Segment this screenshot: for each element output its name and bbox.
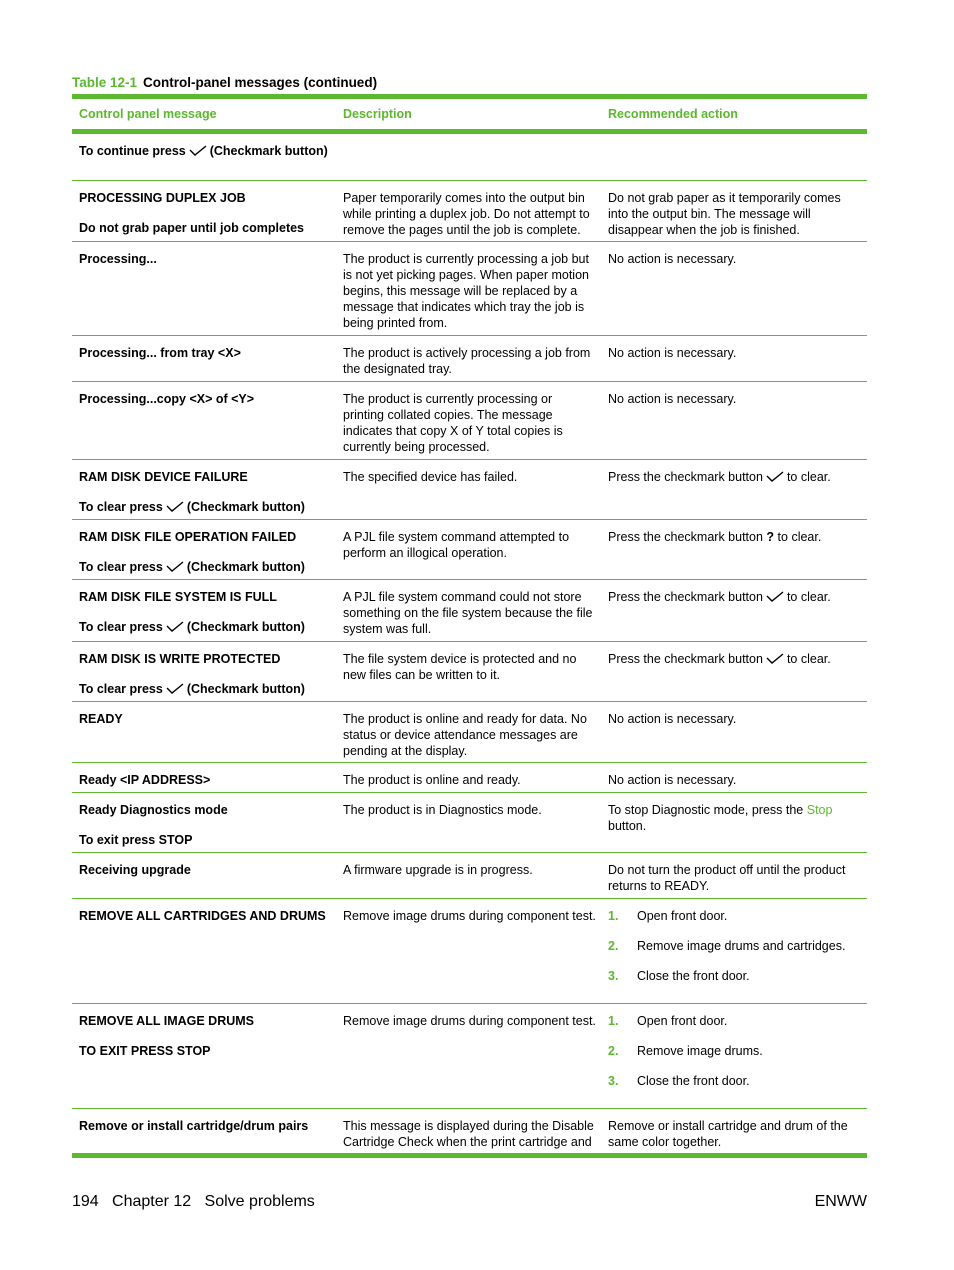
checkmark-icon: [166, 683, 184, 695]
table-row: Processing... The product is currently processing a job but is not yet picking pages. When paper motion begins, this message will be replaced by a message that indicates which tray the job is being printed from. No action is necessary.: [72, 242, 867, 336]
table-title: Control-panel messages (continued): [143, 75, 378, 90]
table-number: Table 12-1: [72, 75, 138, 90]
table-row: To continue press (Checkmark button): [72, 134, 867, 181]
steps-list: [608, 1013, 861, 1089]
checkmark-icon: [766, 653, 784, 665]
table-row: Processing...copy <X> of <Y> The product is currently processing or printing collated copies. The message indicates that copy X of Y total copies is currently being processed. No action is necessary.: [72, 382, 867, 460]
table-row: Ready Diagnostics mode To exit press STOP The product is in Diagnostics mode. To stop Diagnostic mode, press the Stop button.: [72, 793, 867, 853]
list-item: 2. Remove image drums and cartridges.: [608, 939, 846, 953]
table-row: REMOVE ALL CARTRIDGES AND DRUMS Remove image drums during component test. 1. Open front door. 2. Remove image drums and cartridges. 3. Close the front door.: [72, 899, 867, 1004]
list-item: 3. Close the front door.: [608, 969, 750, 983]
table-row: REMOVE ALL IMAGE DRUMS TO EXIT PRESS STOP Remove image drums during component test. 1. Open front door. 2. Remove image drums. 3. Close the front door.: [72, 1004, 867, 1109]
list-item: 2. Remove image drums.: [608, 1044, 763, 1058]
list-item: 3. Close the front door.: [608, 1074, 750, 1088]
checkmark-icon: [766, 591, 784, 603]
checkmark-icon: [166, 621, 184, 633]
footer-page-info: 194 Chapter 12 Solve problems: [72, 1193, 315, 1210]
table-row: RAM DISK IS WRITE PROTECTED To clear press (Checkmark button) The file system device is protected and no new files can be written to it. Press the checkmark button to clear.: [72, 642, 867, 702]
checkmark-icon: [166, 561, 184, 573]
table-row: READY The product is online and ready for data. No status or device attendance messages are pending at the display. No action is necessary.: [72, 702, 867, 763]
table-header: [72, 99, 867, 129]
header-message: Control panel message: [79, 107, 217, 121]
checkmark-icon: [766, 471, 784, 483]
checkmark-icon: [189, 145, 207, 157]
steps-list: [608, 908, 861, 984]
table-row: Remove or install cartridge/drum pairs This message is displayed during the Disable Cartridge Check when the print cartridge and Remove or install cartridge and drum of the same color together.: [79, 1119, 848, 1149]
list-item: 1. Open front door.: [608, 909, 728, 923]
table-caption: [72, 75, 377, 90]
table-row: Ready <IP ADDRESS> The product is online and ready. No action is necessary.: [72, 763, 867, 793]
table-row: Receiving upgrade A firmware upgrade is in progress. Do not turn the product off until the product returns to READY.: [72, 853, 867, 899]
table-row: RAM DISK FILE OPERATION FAILED To clear press (Checkmark button) A PJL file system command attempted to perform an illogical operation. Press the checkmark button ? to clear.: [72, 520, 867, 580]
header-description: Description: [343, 107, 412, 121]
checkmark-icon: [166, 501, 184, 513]
control-panel-messages-table: [72, 94, 867, 1158]
header-action: Recommended action: [608, 107, 738, 121]
page-footer: [72, 1193, 867, 1211]
stop-link[interactable]: Stop: [806, 803, 833, 817]
footer-right: ENWW: [814, 1193, 867, 1210]
table-row: PROCESSING DUPLEX JOB Do not grab paper until job completes Paper temporarily comes into the output bin while printing a duplex job. Do not attempt to remove the pages until the job is complete. Do not grab paper as it temporarily comes into the output bin. The message will disappear when the job is finished.: [72, 181, 867, 242]
table-row: RAM DISK FILE SYSTEM IS FULL To clear press (Checkmark button) A PJL file system command could not store something on the file system because the file system was full. Press the checkmark button to clear.: [72, 580, 867, 642]
table-row: RAM DISK DEVICE FAILURE To clear press (Checkmark button) The specified device has failed. Press the checkmark button to clear.: [72, 460, 867, 520]
list-item: 1. Open front door.: [608, 1014, 728, 1028]
table-row: Processing... from tray <X> The product is actively processing a job from the designated tray. No action is necessary.: [72, 336, 867, 382]
